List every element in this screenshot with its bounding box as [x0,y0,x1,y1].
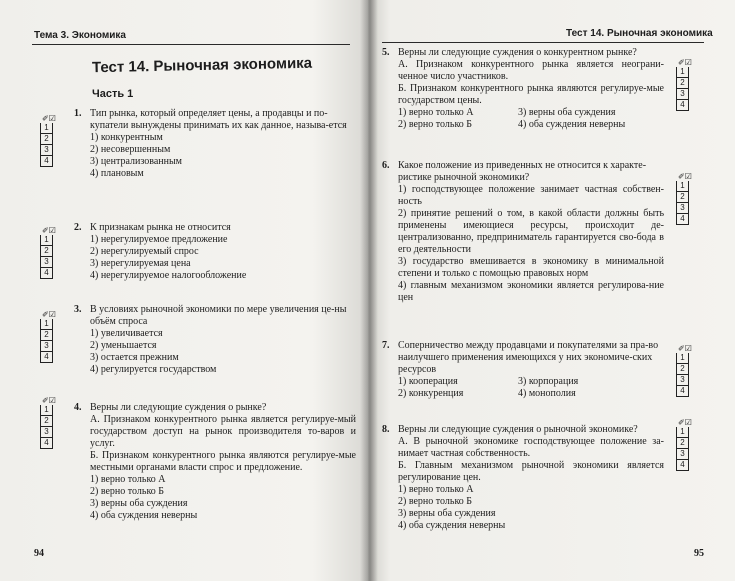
answer-option: 3) верны оба суждения [518,107,616,118]
statement-a: А. В рыночной экономике господствующее положение за-нимает частная собственность. [398,436,664,459]
answer-option: 3) корпорация [518,376,579,387]
question-6 [382,160,664,304]
answer-option: 2) верно только Б [90,486,165,497]
right-page [368,0,735,581]
answer-option: 4) оба суждения неверны [518,119,626,130]
question-4 [74,402,356,522]
question-3 [74,304,356,376]
answer-option: 3) государство вмешивается в экономику в минимальной степени и только с помощью правовых норм [398,256,664,279]
pencil-check-icon: ✐☑ [42,310,56,319]
answer-box [40,226,56,279]
page-number: 94 [34,548,44,559]
question-number: 8. [382,424,390,435]
answer-option: 1) увеличивается [90,328,163,339]
answer-cell[interactable]: 4 [676,460,689,471]
pencil-check-icon: ✐☑ [42,226,56,235]
answer-cell[interactable]: 1 [40,235,53,246]
answer-option: 4) оба суждения неверны [398,520,506,531]
statement-b: Б. Признаком конкурентного рынка являются регулируе-мые местными органами власти спрос и предложение. [90,450,356,473]
answer-cell[interactable]: 3 [40,427,53,438]
question-number: 4. [74,402,82,413]
answer-cell[interactable]: 2 [40,246,53,257]
answer-option: 2) принятие решений о том, в какой области должны быть применены имеющиеся ресурсы, происходит де-централизованно, предприниматель гарантируется сво-бода в его деятельности [398,208,664,255]
question-stem: Какое положение из приведенных не относится к характе-ристике рыночной экономики? [398,160,647,183]
answer-cell[interactable]: 2 [676,192,689,203]
answer-cell[interactable]: 2 [676,438,689,449]
answer-option: 1) нерегулируемое предложение [90,234,228,245]
answer-option: 4) оба суждения неверны [90,510,198,521]
answer-option: 1) верно только А [398,484,474,495]
answer-option: 1) кооперация [398,376,458,387]
answer-cell[interactable]: 3 [40,341,53,352]
answer-cell[interactable]: 1 [676,353,689,364]
statement-b: Б. Главным механизмом рыночной экономики является регулирование цен. [398,460,664,483]
answer-option: 2) верно только Б [398,119,473,130]
answer-box [676,172,692,225]
book-gutter [360,0,378,581]
question-number: 3. [74,304,82,315]
part-label: Часть 1 [92,88,134,100]
answer-option: 4) регулируется государством [90,364,217,375]
header-rule [32,44,350,45]
answer-box [676,418,692,471]
answer-option: 2) конкуренция [398,388,464,399]
page-number: 95 [694,548,704,559]
question-stem: Соперничество между продавцами и покупателями за пра-во наилучшего применения имеющихся у них экономиче-ских ресурсов [398,340,659,375]
test-title: Тест 14. Рыночная экономика [91,54,313,77]
pencil-check-icon: ✐☑ [42,396,56,405]
answer-option: 3) централизованным [90,156,183,167]
statement-a: А. Признаком конкурентного рынка является неограни-ченное число участников. [398,59,664,82]
answer-box [676,58,692,111]
statement-b: Б. Признаком конкурентного рынка являются регулируе-мые государством цены. [398,83,664,106]
answer-option: 2) несовершенным [90,144,171,155]
question-2 [74,222,356,282]
answer-cell[interactable]: 4 [676,386,689,397]
question-number: 7. [382,340,390,351]
answer-option: 3) верны оба суждения [398,508,496,519]
question-number: 6. [382,160,390,171]
answer-row [398,107,664,119]
question-1 [74,108,356,180]
answer-box [40,114,56,167]
answer-option: 4) монополия [518,388,576,399]
question-5 [382,47,664,131]
answer-option: 4) нерегулируемое налогообложение [90,270,247,281]
answer-cell[interactable]: 1 [40,319,53,330]
answer-cell[interactable]: 1 [676,67,689,78]
pencil-check-icon: ✐☑ [678,172,692,181]
answer-option: 1) конкурентным [90,132,163,143]
answer-cell[interactable]: 2 [40,330,53,341]
answer-cell[interactable]: 2 [676,78,689,89]
answer-cell[interactable]: 2 [40,134,53,145]
answer-cell[interactable]: 3 [40,145,53,156]
answer-cell[interactable]: 1 [40,123,53,134]
answer-option: 3) нерегулируемая цена [90,258,191,269]
answer-row [398,376,664,388]
answer-option: 1) верно только А [398,107,474,118]
answer-option: 4) плановым [90,168,144,179]
answer-cell[interactable]: 3 [676,375,689,386]
answer-row [398,119,664,131]
answer-cell[interactable]: 3 [40,257,53,268]
answer-row [398,388,664,400]
answer-cell[interactable]: 4 [676,214,689,225]
answer-cell[interactable]: 4 [40,438,53,449]
answer-cell[interactable]: 2 [40,416,53,427]
answer-cell[interactable]: 1 [676,427,689,438]
answer-option: 2) нерегулируемый спрос [90,246,199,257]
answer-option: 1) верно только А [90,474,166,485]
pencil-check-icon: ✐☑ [42,114,56,123]
question-stem: Верны ли следующие суждения о рынке? [90,402,267,413]
question-number: 1. [74,108,82,119]
answer-cell[interactable]: 4 [676,100,689,111]
answer-cell[interactable]: 3 [676,89,689,100]
answer-cell[interactable]: 4 [40,156,53,167]
statement-a: А. Признаком конкурентного рынка является регулируе-мый государством доступ на рынок производителя то-варов и услуг. [90,414,356,449]
question-number: 5. [382,47,390,58]
question-stem: К признакам рынка не относится [90,222,231,233]
answer-box [676,344,692,397]
answer-option: 1) господствующее положение занимает частная собствен-ность [398,184,664,207]
pencil-check-icon: ✐☑ [678,344,692,353]
answer-option: 3) остается прежним [90,352,179,363]
answer-cell[interactable]: 2 [676,364,689,375]
question-stem: Тип рынка, который определяет цены, а продавцы и по-купатели вынуждены принимать их как данное, называ-ется [90,108,347,131]
answer-box [40,396,56,449]
header-rule [382,42,704,43]
question-7 [382,340,664,400]
answer-option: 3) верны оба суждения [90,498,188,509]
answer-cell[interactable]: 3 [676,449,689,460]
question-number: 2. [74,222,82,233]
answer-cell[interactable]: 4 [40,352,53,363]
question-stem: Верны ли следующие суждения о конкурентном рынке? [398,47,637,58]
question-stem: Верны ли следующие суждения о рыночной экономике? [398,424,638,435]
answer-cell[interactable]: 3 [676,203,689,214]
pencil-check-icon: ✐☑ [678,58,692,67]
pencil-check-icon: ✐☑ [678,418,692,427]
answer-cell[interactable]: 1 [40,405,53,416]
question-stem: В условиях рыночной экономики по мере увеличения це-ны объём спроса [90,304,347,327]
answer-option: 2) верно только Б [398,496,473,507]
running-header: Тест 14. Рыночная экономика [566,28,713,39]
answer-cell[interactable]: 1 [676,181,689,192]
question-8 [382,424,664,532]
answer-option: 2) уменьшается [90,340,157,351]
answer-option: 4) главным механизмом экономики является регулирова-ние цен [398,280,664,303]
answer-cell[interactable]: 4 [40,268,53,279]
running-header: Тема 3. Экономика [34,30,126,41]
answer-box [40,310,56,363]
